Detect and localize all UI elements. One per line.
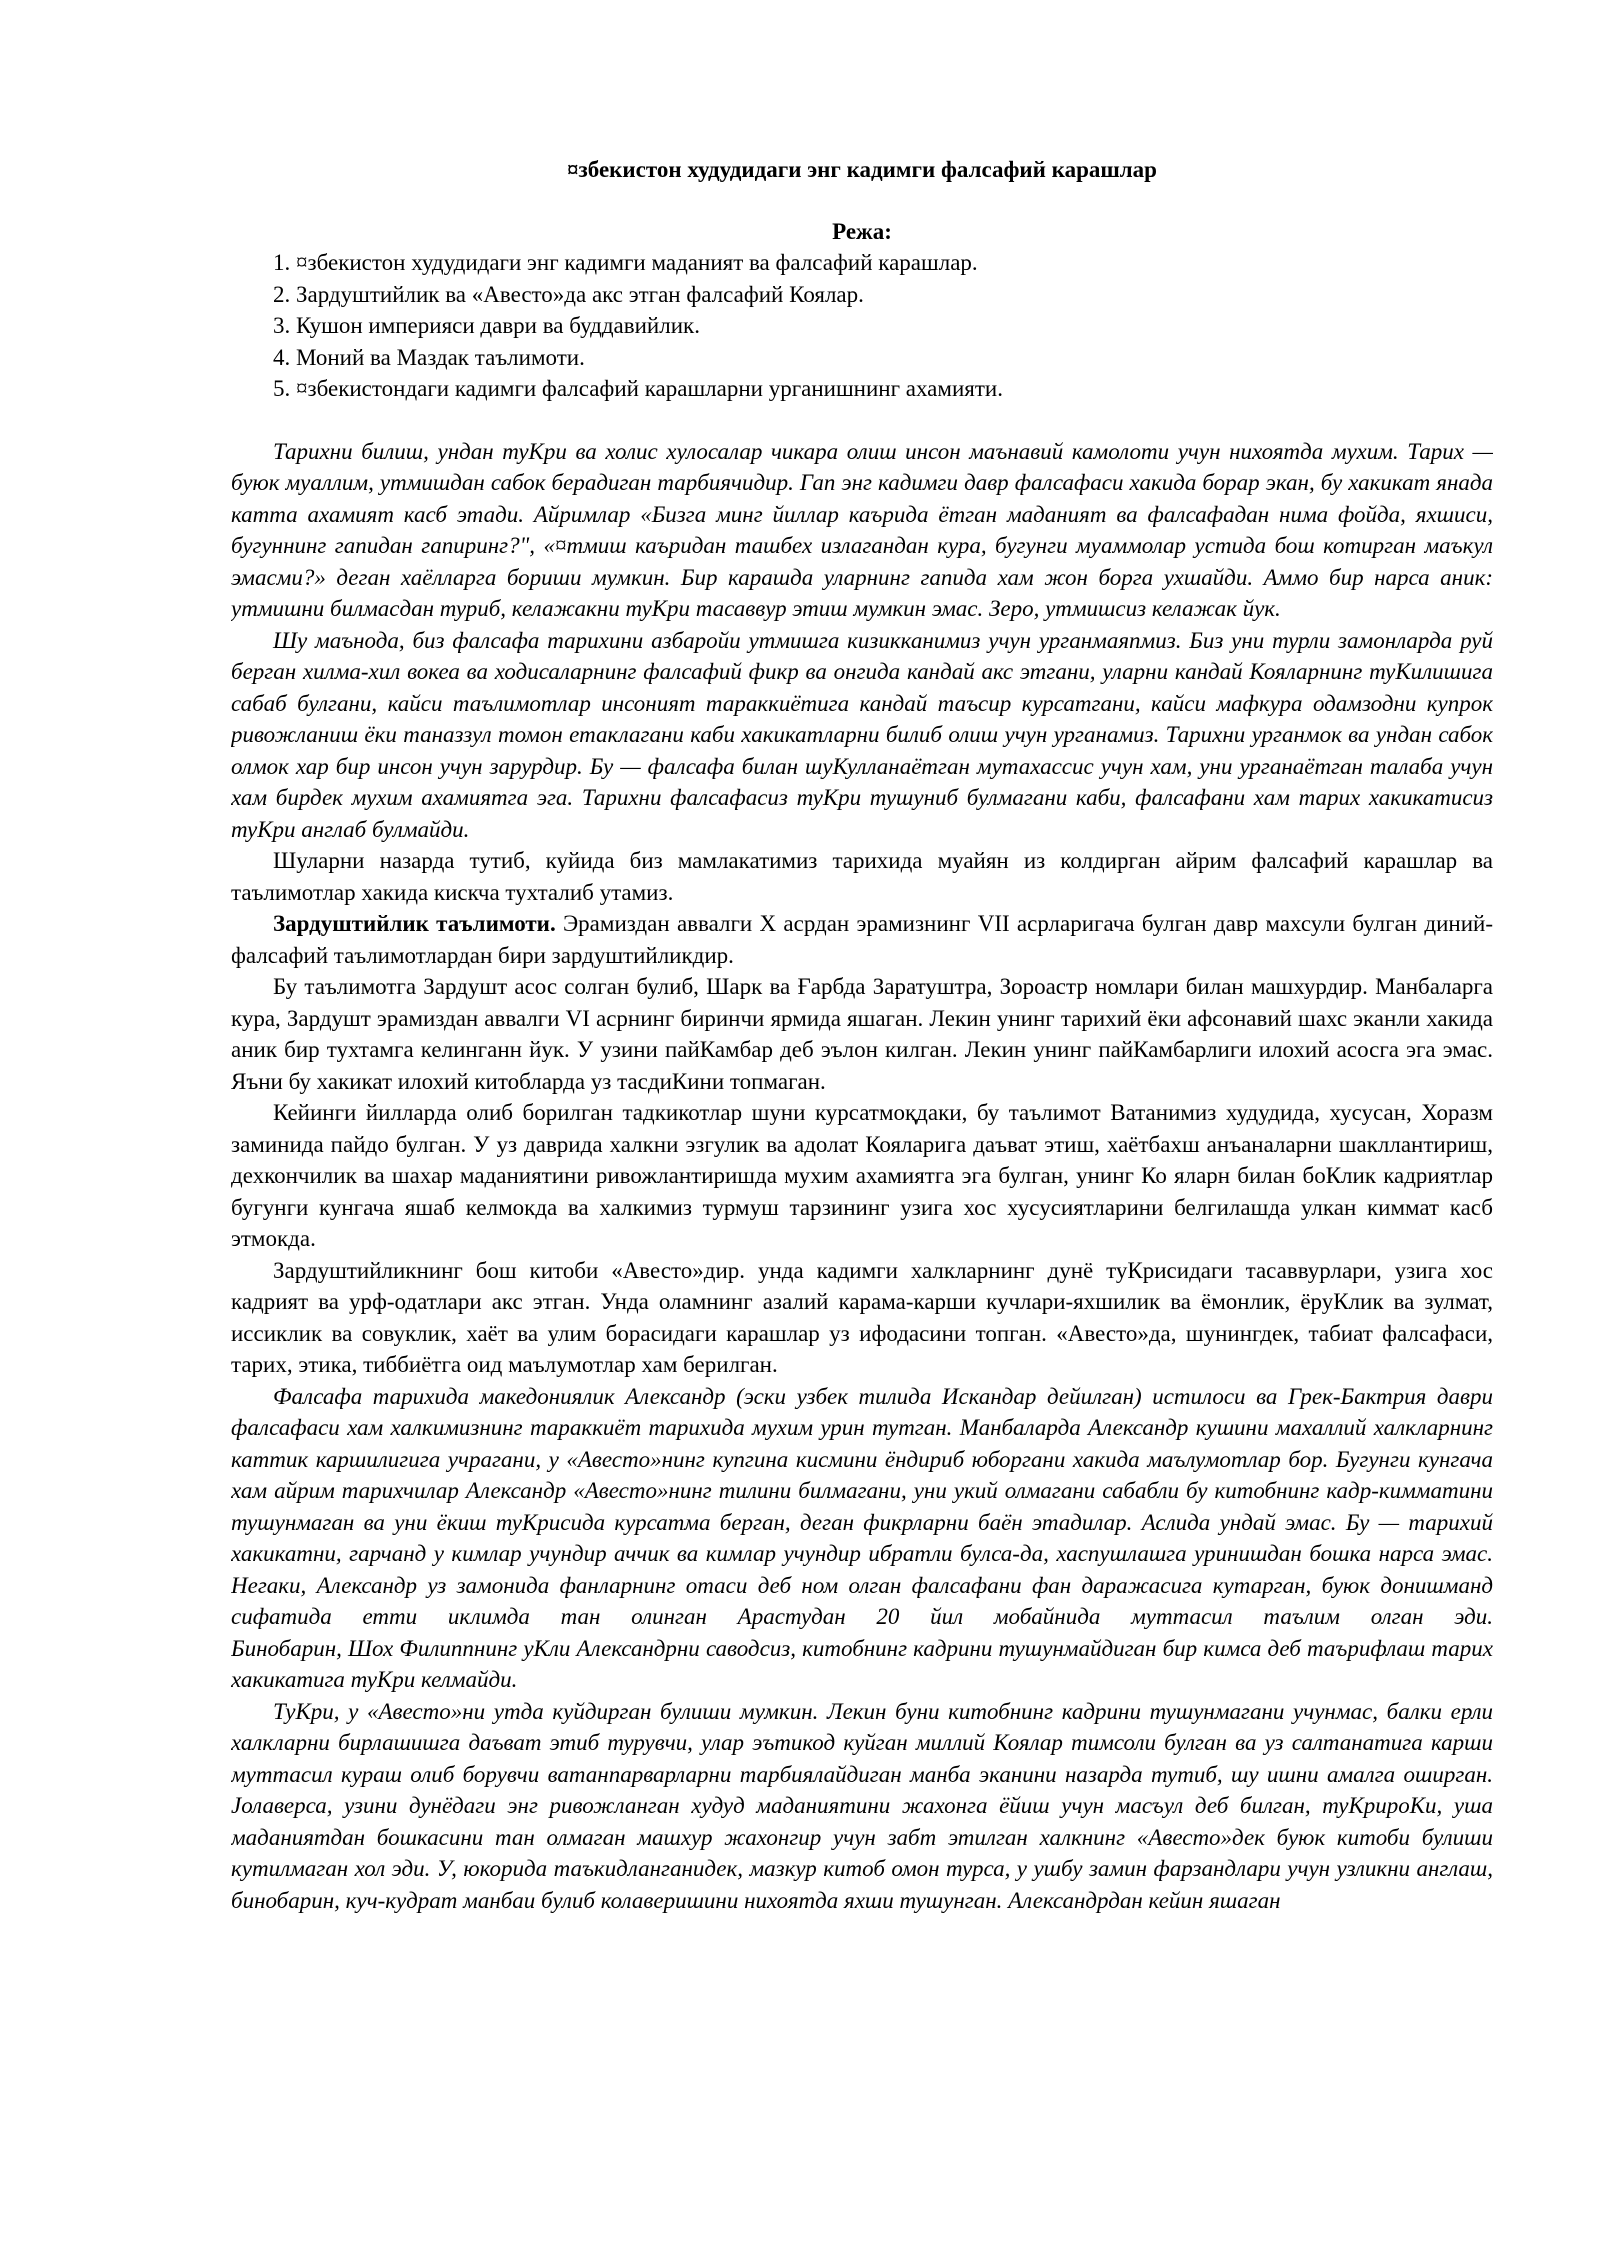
plan-item: 3. Кушон империяси даври ва буддавийлик. — [273, 313, 700, 338]
document-title: ¤збекистон худудидаги энг кадимги фалсафий карашлар — [567, 157, 1157, 182]
paragraph: Фалсафа тарихида македониялик Александр (эски узбек тилида Искандар дейилган) истилоси ва Грек-Бактрия даври фалсафаси хам халкимизнинг тараккиёт тарихида мухим урин тутган. Манбаларда Александр кушини махаллий халкларнинг каттик каршилигига учрагани, у «Авесто»нинг купгина кисмини ёндириб юборгани хакида маълумотлар бор. Бугунги кунгача хам айрим тарихчилар Александр «Авесто»нинг тилини билмагани, уни укий олмагани сабабли бу китобнинг кадр-кимматини тушунмаган ва уни ёкиш туКрисида курсатма берган, деган фикрларни баён этадилар. Аслида ундай эмас. Бу — тарихий хакикатни, гарчанд у кимлар учундир аччик ва кимлар учундир ибратли булса-да, хаспушлашга уринишдан бошка нарса эмас. Негаки, Александр уз замонида фанларнинг отаси деб ном олган фалсафани фан даражасига кутарган, буюк донишманд сифатида етти иклимда тан олинган Арастудан 20 йил мобайнида муттасил таълим олган эди. — [231, 1383, 1493, 1629]
plan-item: 1. ¤збекистон худудидаги энг кадимги маданият ва фалсафий карашлар. — [273, 250, 978, 275]
paragraph: Зардуштийликнинг бош китоби «Авесто»дир. унда кадимги халкларнинг дунё туКрисидаги тасаввурлари, узига хос кадрият ва урф-одатлари акс этган. Унда оламнинг азалий карама-карши кучлари-яхшилик ва ёмонлик, ёруКлик ва зулмат, иссиклик ва совуклик, хаёт ва улим борасидаги карашлар уз ифодасини топган. «Авесто»да, шунингдек, табиат фалсафаси, тарих, этика, тиббиётга оид маълумотлар хам берилган. — [231, 1257, 1493, 1377]
paragraph: Кейинги йилларда олиб борилган тадкикотлар шуни курсатмоқдаки, бу таълимот Ватанимиз худудида, хусусан, Хоразм заминида пайдо булган. У уз даврида халкни эзгулик ва адолат Кояларига даъват этиш, хаётбахш анъаналарни шакллантириш, дехкончилик ва шахар маданиятини ривожлантиришда мухим ахамиятга эга булган, унинг Ко яларн билан боКлик кадриятлар бугунги кунгача яшаб келмокда ва халкимиз турмуш тарзининг узига хос хусусиятларини белгилашда улкан киммат касб этмокда. — [231, 1100, 1493, 1251]
paragraph: Бу таълимотга Зардушт асос солган булиб, Шарк ва Ғарбда Заратуштра, Зороастр номлари билан машхурдир. Манбаларга кура, Зардушт эрамиздан аввалги VI асрнинг биринчи ярмида яшаган. Лекин унинг тарихий ёки афсонавий шахс эканли хакида аник бир тухтамга келинганн йук. У узини пайКамбар деб эълон килган. Лекин унинг пайКамбарлиги илохий асосга эга эмас. Яъни бу хакикат илохий китобларда уз тасдиКини топмаган. — [231, 974, 1493, 1094]
plan-heading: Режа: — [832, 218, 892, 244]
paragraph: Шу маънода, биз фалсафа тарихини азбаройи утмишга кизикканимиз учун урганмаяпмиз. Биз уни турли замонларда руй берган хилма-хил вокеа ва ходисаларнинг фалсафий фикр ва онгида кандай акс этгани, уларни кандай Кояларнинг туКилишига сабаб булгани, кайси таълимотлар инсоният тараккиётига кандай таъсир курсатгани, кайси мафкура одамзодни купрок ривожланиш ёки таназзул томон етаклагани каби хакикатларни билиб олиш учун урганамиз. Тарихни урганмок ва ундан сабок олмок хар бир инсон учун зарурдир. Бу — фалсафа билан шуКулланаётган мутахассис учун хам, уни урганаётган талаба учун хам бирдек мухим ахамиятга эга. Тарихни фалсафасиз туКри тушуниб булмагани каби, фалсафани хам тарих хакикатисиз туКри англаб булмайди. — [231, 627, 1493, 842]
plan-item: 2. Зардуштийлик ва «Авесто»да акс этган фалсафий Коялар. — [273, 281, 864, 307]
paragraph: Тарихни билиш, ундан туКри ва холис хулосалар чикара олиш инсон маънавий камолоти учун нихоятда мухим. Тарих — буюк муаллим, утмишдан сабок берадиган тарбиячидир. Гап энг кадимги давр фалсафаси хакида борар экан, бу хакикат янада катта ахамият касб этади. Айримлар «Бизга минг йиллар каърида ётган маданият ва фалсафадан нима фойда, яхшиси, бугуннинг гапидан гапиринг?", «¤тмиш каъридан ташбех излагандан кура, бугунги муаммолар устида бош котирган маъкул эмасми?» деган хаёлларга бориши мумкин. Бир карашда уларнинг гапида хам жон борга ухшайди. Аммо бир нарса аник: утмишни билмасдан туриб, келажакни туКри тасаввур этиш мумкин эмас. Зеро, утмишсиз келажак йук. — [231, 438, 1493, 621]
paragraph-text: Эрамиздан аввалги X асрдан эрамизнинг VII асрларигача булган давр махсули булган диний-фалсафий таълимотлардан бири зардуштийликдир. — [231, 911, 1493, 968]
document-page — [231, 150, 1493, 2230]
plan-item: 5. ¤збекистондаги кадимги фалсафий карашларни урганишнинг ахамияти. — [273, 376, 1003, 401]
paragraph: Бинобарин, Шох Филиппнинг уКли Александрни саводсиз, китобнинг кадрини тушунмайдиган бир кимса деб таърифлаш тарих хакикатига туКри келмайди. — [231, 1635, 1493, 1692]
plan-item: 4. Моний ва Маздак таълимоти. — [273, 344, 585, 370]
paragraph — [231, 908, 1493, 971]
paragraph: ТуКри, у «Авесто»ни утда куйдирган булиши мумкин. Лекин буни китобнинг кадрини тушунмагани учунмас, балки ерли халкларни бирлашишга даъват этиб турувчи, улар эътикод куйган миллий Коялар тимсоли булган ва уз салтанатига карши муттасил кураш олиб борувчи ватанпарварларни тарбиялайдиган манба эканини назарда тутиб, шу ишни амалга оширган. Јолаверса, узини дунёдаги энг ривожланган худуд маданиятини жахонга ёйиш учун масъул деб билган, туКрироКи, уша маданиятдан бошкасини тан олмаган машхур жахонгир учун забт этилган халкнинг «Авесто»дек буюк китоби булиши кутилмаган хол эди. У, юкорида таъкидланганидек, мазкур китоб омон турса, у ушбу замин фарзандлари учун узликни англаш, бинобарин, куч-кудрат манбаи булиб колаверишини нихоятда яхши тушунган. Александрдан кейин яшаган — [231, 1698, 1493, 1913]
section-heading: Зардуштийлик таълимоти. — [273, 911, 556, 936]
plan-list — [273, 247, 1493, 405]
paragraph: Шуларни назарда тутиб, куйида биз мамлакатимиз тарихида муайян из колдирган айрим фалсафий карашлар ва таълимотлар хакида кискча тухталиб утамиз. — [231, 848, 1493, 905]
